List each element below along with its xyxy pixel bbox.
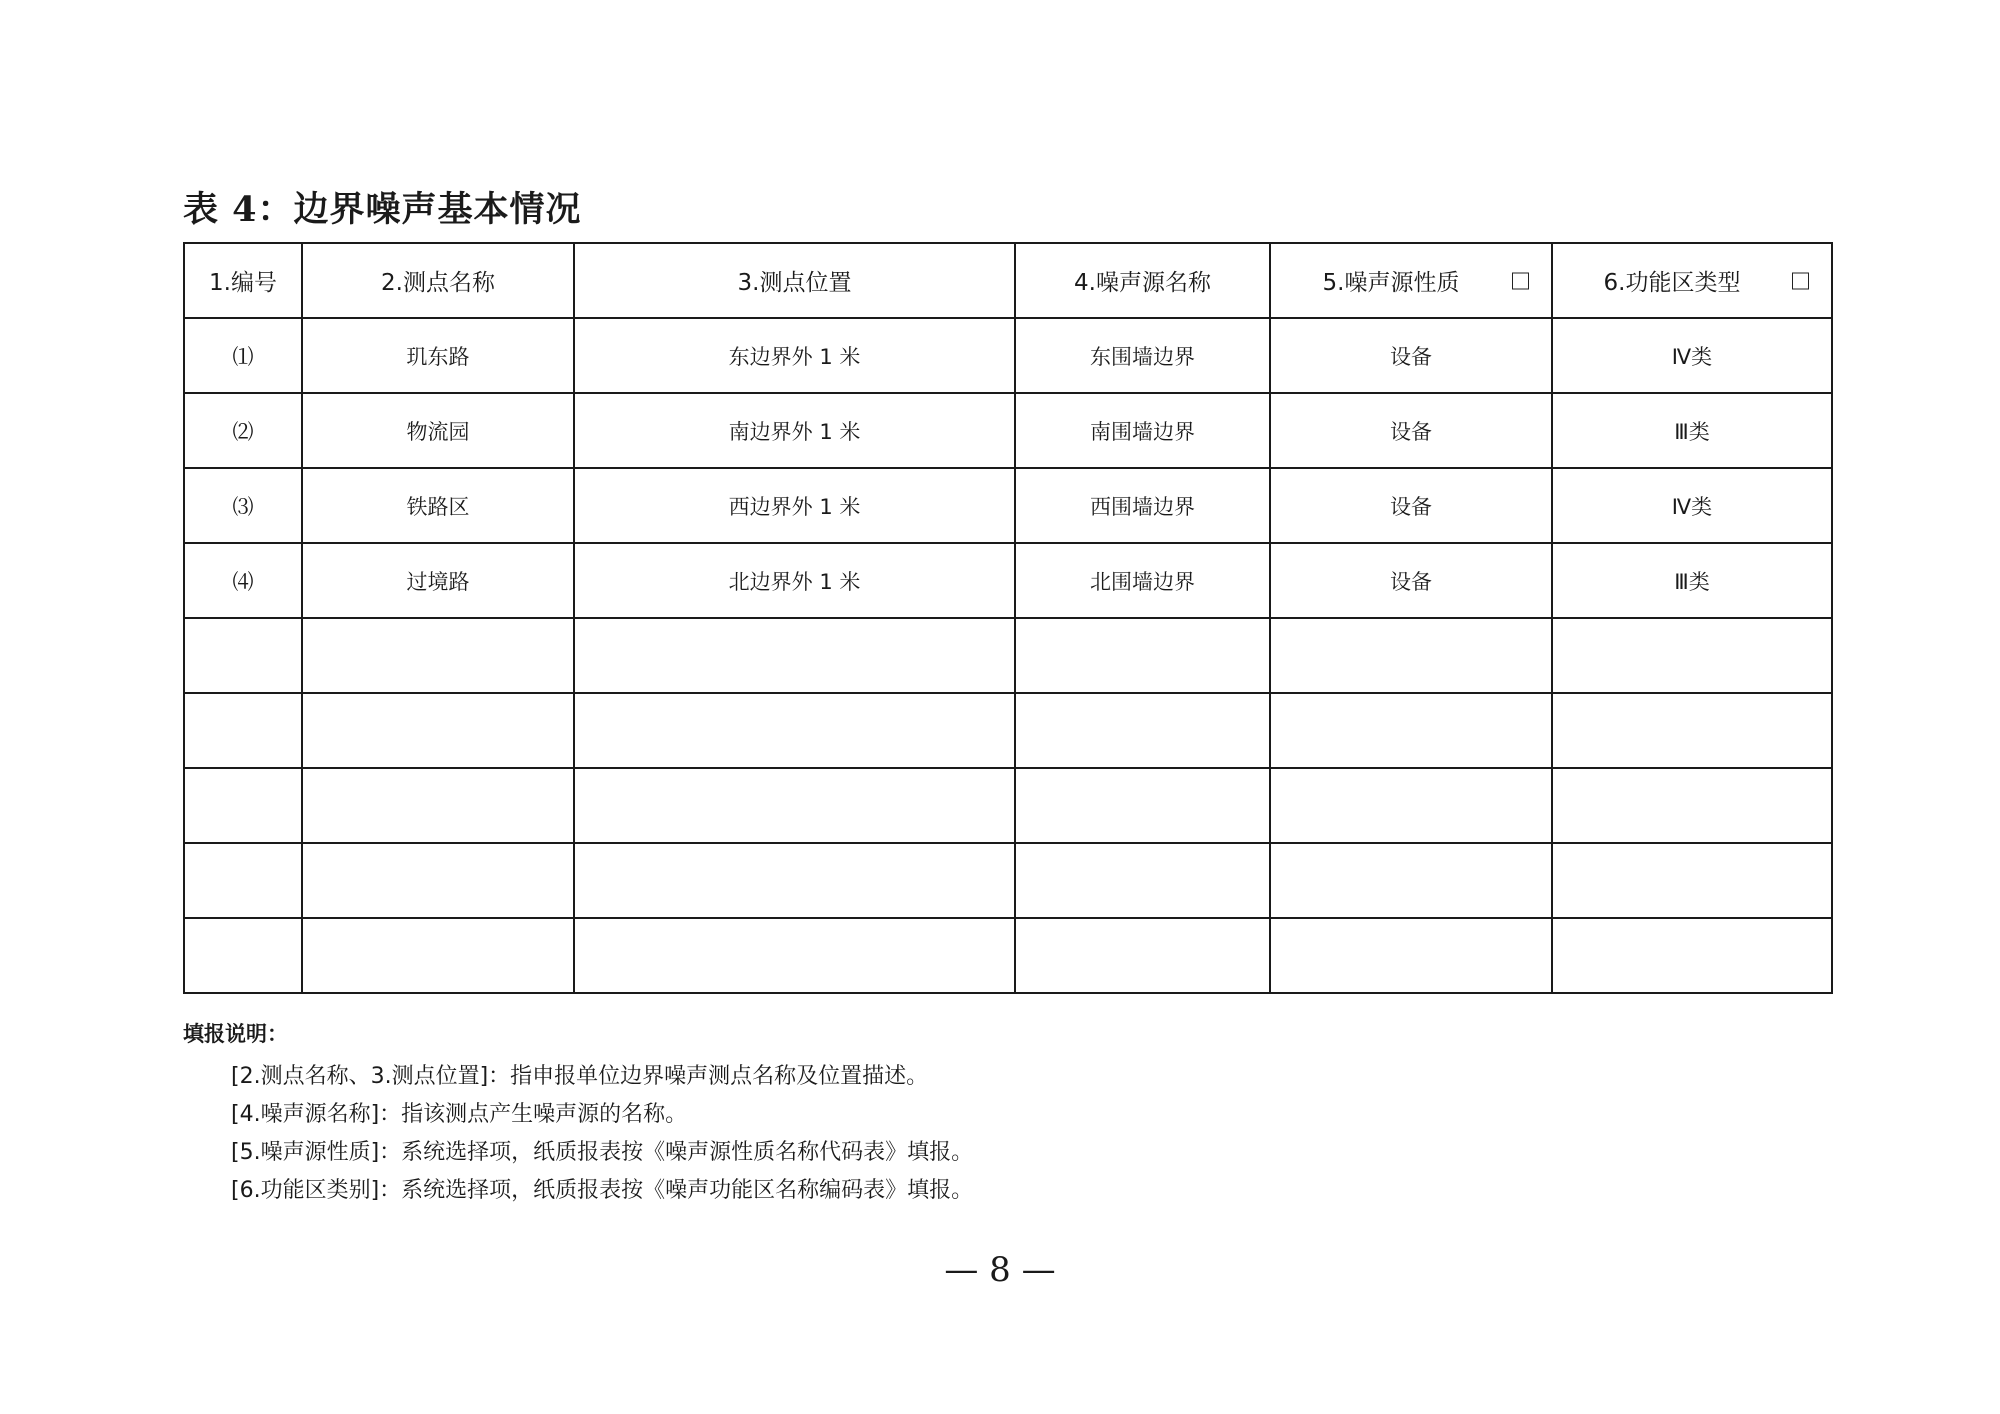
table-row	[184, 618, 1832, 693]
cell-number	[184, 918, 302, 993]
table-row	[184, 843, 1832, 918]
cell-function-zone-type: Ⅳ类	[1552, 468, 1832, 543]
cell-function-zone-type	[1552, 693, 1832, 768]
header-point-name: 2.测点名称	[302, 243, 574, 318]
cell-point-location	[574, 843, 1015, 918]
cell-noise-source-name: 南围墙边界	[1015, 393, 1270, 468]
cell-function-zone-type: Ⅲ类	[1552, 543, 1832, 618]
cell-noise-source-nature	[1270, 693, 1552, 768]
cell-number: ⑶	[184, 468, 302, 543]
noise-nature-checkbox[interactable]	[1512, 272, 1529, 289]
cell-noise-source-nature: 设备	[1270, 393, 1552, 468]
header-noise-source-nature: 5.噪声源性质	[1270, 243, 1552, 318]
cell-point-name	[302, 918, 574, 993]
header-function-zone-type: 6.功能区类型	[1552, 243, 1832, 318]
cell-point-location	[574, 693, 1015, 768]
cell-point-location	[574, 768, 1015, 843]
page-number: — 8 —	[944, 1250, 1056, 1290]
cell-number: ⑷	[184, 543, 302, 618]
filling-instructions	[183, 1018, 973, 1210]
cell-point-name	[302, 693, 574, 768]
cell-point-name: 铁路区	[302, 468, 574, 543]
cell-noise-source-name	[1015, 843, 1270, 918]
cell-point-location	[574, 918, 1015, 993]
cell-number	[184, 693, 302, 768]
cell-number	[184, 618, 302, 693]
cell-noise-source-name	[1015, 618, 1270, 693]
cell-number	[184, 768, 302, 843]
cell-point-name: 物流园	[302, 393, 574, 468]
page-title: 表 4：边界噪声基本情况	[183, 189, 582, 230]
cell-point-location: 北边界外 1 米	[574, 543, 1015, 618]
cell-point-name	[302, 618, 574, 693]
cell-noise-source-name	[1015, 693, 1270, 768]
cell-noise-source-nature	[1270, 918, 1552, 993]
cell-number: ⑵	[184, 393, 302, 468]
header-noise-source-name: 4.噪声源名称	[1015, 243, 1270, 318]
header-point-location: 3.测点位置	[574, 243, 1015, 318]
note-line: [2.测点名称、3.测点位置]：指申报单位边界噪声测点名称及位置描述。	[231, 1064, 929, 1089]
note-line: [5.噪声源性质]：系统选择项，纸质报表按《噪声源性质名称代码表》填报。	[231, 1140, 974, 1165]
cell-noise-source-nature	[1270, 768, 1552, 843]
cell-noise-source-name: 西围墙边界	[1015, 468, 1270, 543]
cell-point-name	[302, 843, 574, 918]
table-row	[184, 318, 1832, 393]
note-line: [4.噪声源名称]：指该测点产生噪声源的名称。	[231, 1102, 688, 1127]
cell-point-location: 南边界外 1 米	[574, 393, 1015, 468]
cell-point-location: 东边界外 1 米	[574, 318, 1015, 393]
cell-point-location	[574, 618, 1015, 693]
cell-noise-source-name	[1015, 768, 1270, 843]
function-zone-checkbox[interactable]	[1792, 272, 1809, 289]
cell-function-zone-type: Ⅲ类	[1552, 393, 1832, 468]
cell-number	[184, 843, 302, 918]
cell-point-name: 过境路	[302, 543, 574, 618]
cell-number: ⑴	[184, 318, 302, 393]
cell-function-zone-type	[1552, 618, 1832, 693]
table-row	[184, 768, 1832, 843]
cell-noise-source-nature: 设备	[1270, 543, 1552, 618]
table-row	[184, 468, 1832, 543]
table-header-row	[184, 243, 1832, 318]
table-row	[184, 693, 1832, 768]
cell-function-zone-type	[1552, 843, 1832, 918]
boundary-noise-table	[183, 242, 1833, 994]
cell-noise-source-nature: 设备	[1270, 468, 1552, 543]
table-row	[184, 543, 1832, 618]
cell-noise-source-nature	[1270, 843, 1552, 918]
cell-noise-source-name: 东围墙边界	[1015, 318, 1270, 393]
table-row	[184, 918, 1832, 993]
cell-function-zone-type	[1552, 768, 1832, 843]
cell-noise-source-nature: 设备	[1270, 318, 1552, 393]
cell-point-name	[302, 768, 574, 843]
header-number: 1.编号	[184, 243, 302, 318]
table-row	[184, 393, 1832, 468]
cell-point-name: 玑东路	[302, 318, 574, 393]
cell-point-location: 西边界外 1 米	[574, 468, 1015, 543]
cell-function-zone-type	[1552, 918, 1832, 993]
cell-noise-source-nature	[1270, 618, 1552, 693]
cell-function-zone-type: Ⅳ类	[1552, 318, 1832, 393]
cell-noise-source-name: 北围墙边界	[1015, 543, 1270, 618]
notes-heading: 填报说明：	[183, 1022, 288, 1046]
note-line: [6.功能区类别]：系统选择项，纸质报表按《噪声功能区名称编码表》填报。	[231, 1178, 974, 1203]
cell-noise-source-name	[1015, 918, 1270, 993]
